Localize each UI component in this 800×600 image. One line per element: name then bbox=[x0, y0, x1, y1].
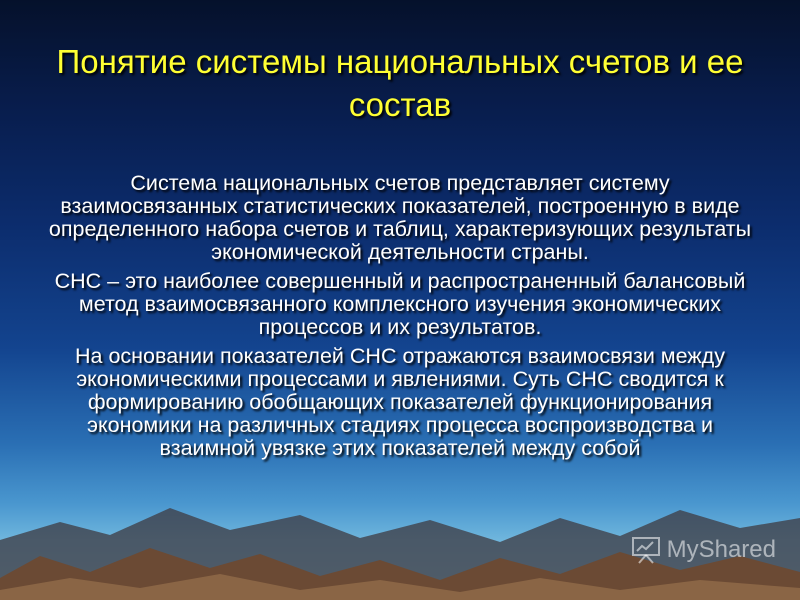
watermark-text: MyShared bbox=[666, 536, 776, 563]
presentation-board-icon bbox=[631, 536, 661, 564]
paragraph-purpose: На основании показателей СНС отражаются взаимосвязи между экономическими процессами и явлениями. Суть СНС сводится к формированию обобщающих показателей функционирования экономики на различных стадиях процесса воспроизводства и взаимной увязке этих показателей между собой bbox=[75, 344, 725, 460]
mountain-landscape bbox=[0, 460, 800, 600]
paragraph-method: СНС – это наиболее совершенный и распространенный балансовый метод взаимосвязанного комплексного изучения экономических процессов и их результатов. bbox=[54, 269, 746, 339]
slide-body bbox=[48, 172, 752, 466]
paragraph-definition: Система национальных счетов представляет систему взаимосвязанных статистических показателей, построенную в виде определенного набора счетов и таблиц, характеризующих результаты экономической деятельности страны. bbox=[48, 171, 752, 264]
watermark bbox=[631, 536, 776, 564]
slide-title: Понятие системы национальных счетов и ее состав bbox=[56, 43, 744, 123]
